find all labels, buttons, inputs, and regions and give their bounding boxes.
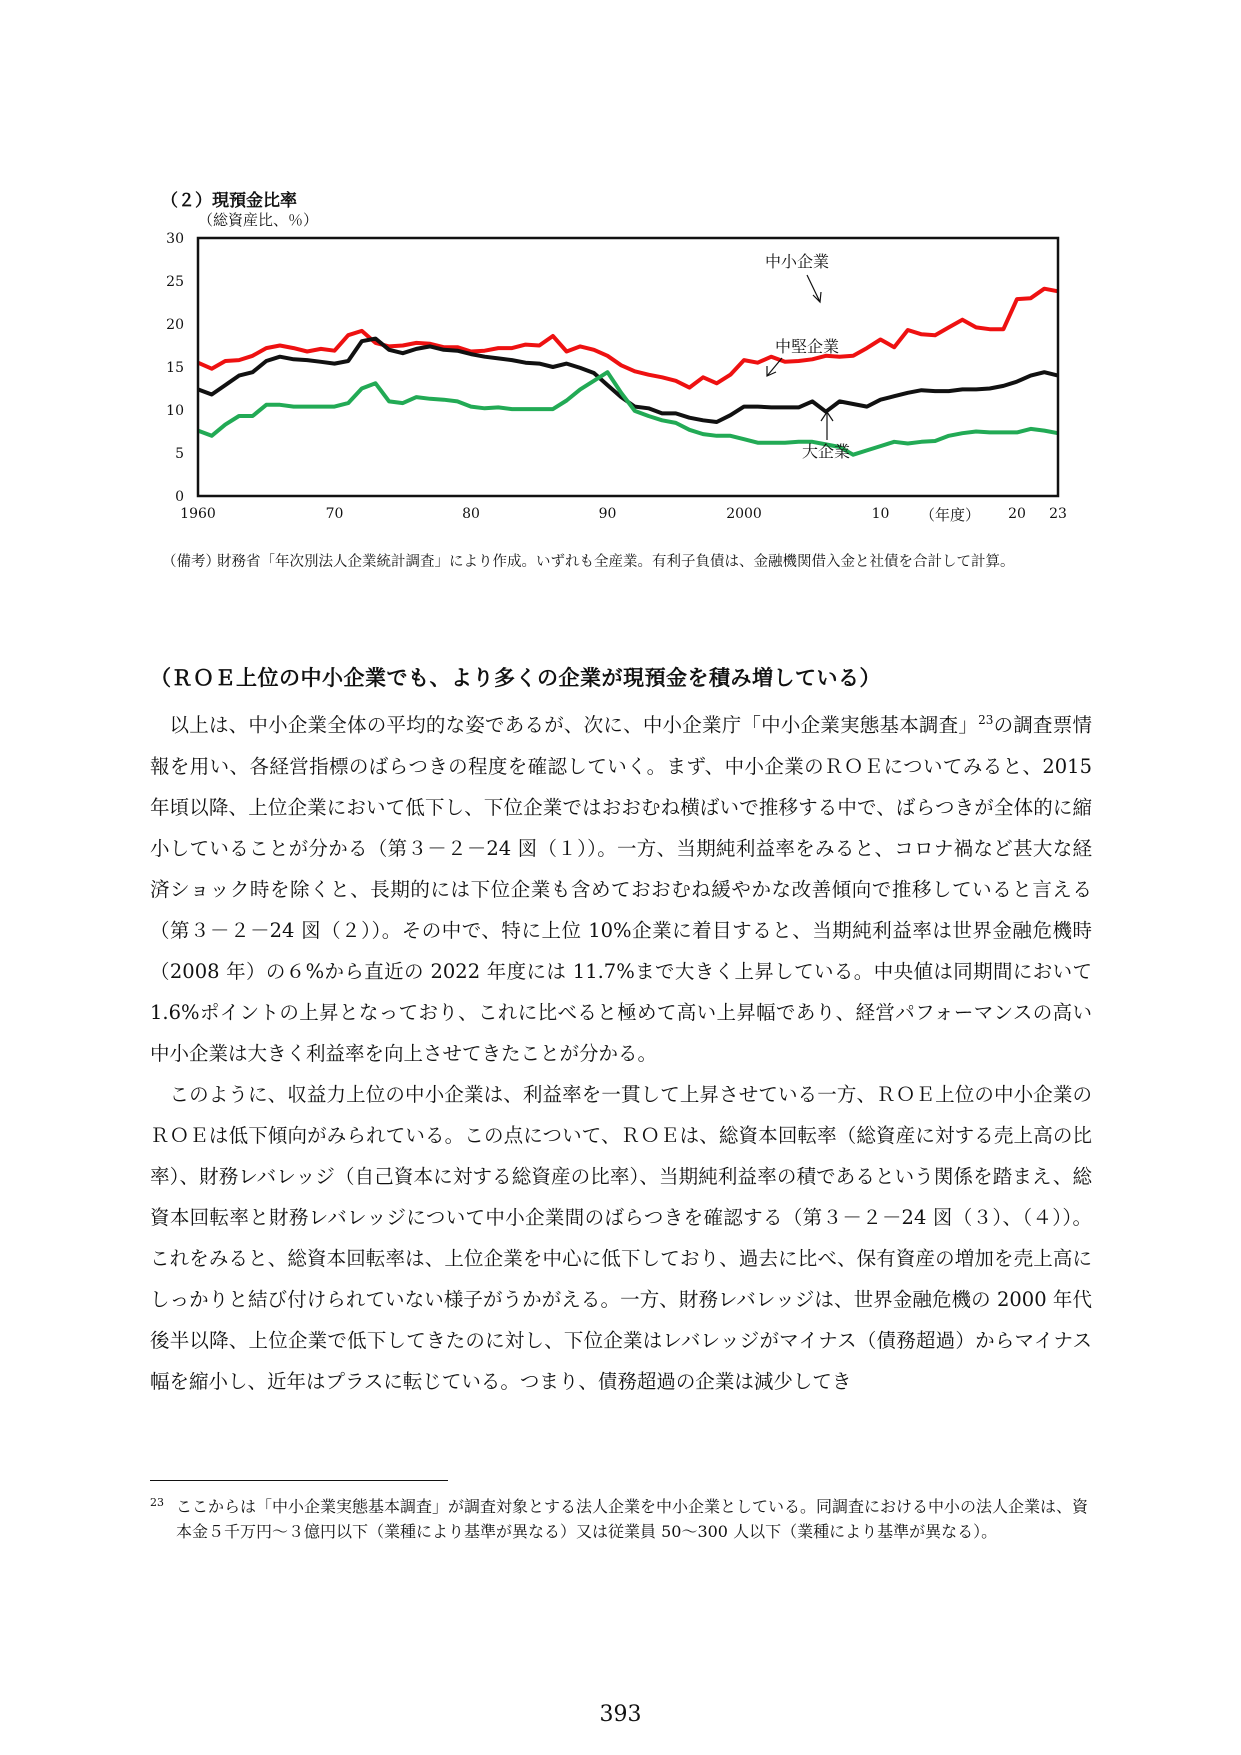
x-tick-label: 1960: [180, 506, 216, 522]
paragraph-1-rest: の調査票情報を用い、各経営指標のばらつきの程度を確認していく。まず、中小企業のＲＯＥについてみると、2015 年頃以降、上位企業において低下し、下位企業ではおおむね横ばいで推移する中で、ばらつきが全体的に縮小していることが分かる（第３－２－24 図（１））。一方、当期純利益率をみると、コロナ禍など甚大な経済ショック時を除くと、長期的には下位企業も含めておおむね緩やかな改善傾向で推移していると言える（第３－２－24 図（２））。その中で、特に上位 10%企業に着目すると、当期純利益率は世界金融危機時（2008 年）の６%から直近の 2022 年度には 11.7%まで大きく上昇している。中央値は同期間において 1.6%ポイントの上昇となっており、これに比べると極めて高い上昇幅であり、経営パフォーマンスの高い中小企業は大きく利益率を向上させてきたことが分かる。: [150, 713, 1092, 1065]
x-tick-label: 90: [598, 506, 617, 522]
annotation-large-enterprises: [802, 412, 850, 461]
x-tick-label: 10: [871, 506, 890, 522]
series-lines: [198, 289, 1058, 455]
paragraph-1: [150, 700, 1092, 1074]
footnote-reference: 23: [978, 713, 994, 727]
x-tick-label: 23: [1049, 506, 1067, 522]
footnote-divider: [150, 1480, 448, 1481]
y-tick-label: 25: [166, 274, 184, 290]
section-heading: （ＲＯＥ上位の中小企業でも、より多くの企業が現預金を積み増している）: [150, 666, 881, 690]
x-tick-label: 20: [1008, 506, 1026, 522]
x-tick-label: 2000: [726, 506, 762, 522]
note-text: 財務省「年次別法人企業統計調査」により作成。いずれも全産業。有利子負債は、金融機関借入金と社債を合計して計算。: [217, 554, 1015, 570]
series-line-1: [198, 289, 1058, 388]
y-tick-label: 15: [166, 360, 184, 376]
cash-ratio-line-chart: [150, 210, 1100, 540]
y-tick-label: 10: [166, 403, 184, 419]
arrow-shaft: [807, 275, 820, 302]
series-line-3: [198, 372, 1058, 455]
annotation-label: 大企業: [802, 442, 851, 461]
y-tick-label: 5: [175, 446, 184, 462]
footnote-number: 23: [150, 1496, 164, 1509]
paragraph-2: このように、収益力上位の中小企業は、利益率を一貫して上昇させている一方、ＲＯＥ上位の中小企業のＲＯＥは低下傾向がみられている。この点について、ＲＯＥは、総資本回転率（総資産に対する売上高の比率）、財務レバレッジ（自己資本に対する総資産の比率）、当期純利益率の積であるという関係を踏まえ、総資本回転率と財務レバレッジについて中小企業間のばらつきを確認する（第３－２－24 図（３）、（４））。これをみると、総資本回転率は、上位企業を中心に低下しており、過去に比べ、保有資産の増加を売上高にしっかりと結び付けられていない様子がうかがえる。一方、財務レバレッジは、世界金融危機の 2000 年代後半以降、上位企業で低下してきたのに対し、下位企業はレバレッジがマイナス（債務超過）からマイナス幅を縮小し、近年はプラスに転じている。つまり、債務超過の企業は減少してき: [150, 1082, 1092, 1393]
y-axis-ticks: [166, 231, 184, 505]
chart-note: [162, 552, 1092, 573]
note-label: （備考）: [162, 554, 220, 570]
annotation-small-enterprises: [765, 252, 829, 302]
y-tick-label: 0: [175, 489, 184, 505]
y-tick-label: 30: [166, 231, 184, 247]
footnote-text: ここからは「中小企業実態基本調査」が調査対象とする法人企業を中小企業としている。同調査における中小の法人企業は、資本金５千万円～３億円以下（業種により基準が異なる）又は従業員 50～300 人以下（業種により基準が異なる）。: [176, 1497, 1089, 1541]
x-axis-unit-label: （年度）: [920, 506, 981, 524]
body-text: [150, 700, 1092, 1402]
x-tick-label: 70: [325, 506, 344, 522]
paragraph-1-start: 以上は、中小企業全体の平均的な姿であるが、次に、中小企業庁「中小企業実態基本調査」: [169, 713, 979, 737]
x-tick-label: 80: [462, 506, 480, 522]
page-number: 393: [599, 1702, 642, 1727]
annotation-label: 中小企業: [765, 252, 830, 271]
annotation-label: 中堅企業: [775, 337, 840, 356]
chart-title: （２）現預金比率: [161, 191, 297, 211]
footnote: [150, 1494, 1092, 1544]
y-axis-label: （総資産比、％）: [198, 211, 319, 229]
y-tick-label: 20: [166, 317, 184, 333]
